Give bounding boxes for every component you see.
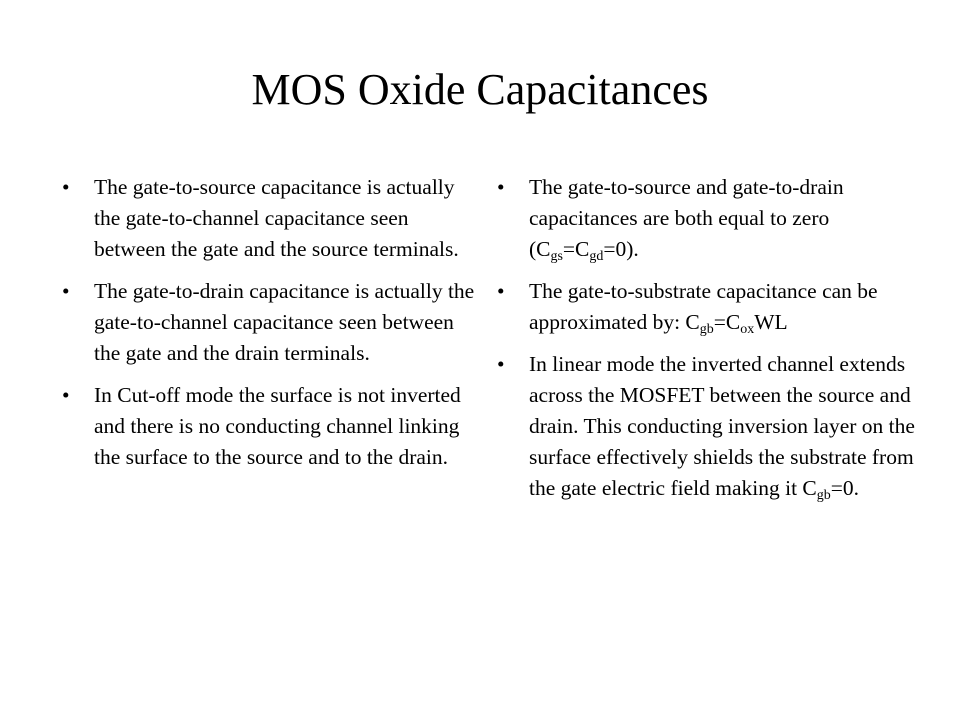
text-segment: =C: [562, 237, 590, 261]
bullet-icon: •: [62, 175, 70, 199]
bullet-text: In Cut-off mode the surface is not inverted and there is no conducting channel linking the surface to the source and to the drain.: [94, 383, 461, 469]
bullet-item-linear-mode: [497, 349, 917, 504]
text-segment: The gate-to-source and gate-to-drain capacitances are both equal to zero (C: [529, 175, 844, 261]
slide-title: MOS Oxide Capacitances: [251, 65, 709, 114]
text-segment: =0).: [603, 237, 639, 261]
bullet-icon: •: [497, 279, 505, 303]
text-segment: =0.: [830, 476, 859, 500]
text-segment: WL: [754, 310, 788, 334]
subscript: gd: [589, 249, 604, 265]
subscript: ox: [740, 322, 755, 338]
subscript: gb: [816, 488, 831, 504]
text-segment: The gate-to-substrate capacitance can be approximated by: C: [529, 279, 878, 334]
bullet-item-gate-to-substrate: [497, 276, 917, 338]
bullet-icon: •: [62, 279, 70, 303]
bullet-icon: •: [62, 383, 70, 407]
bullet-text: The gate-to-drain capacitance is actually the gate-to-channel capacitance seen between the gate and the drain terminals.: [94, 279, 475, 365]
left-bullet-list: [62, 172, 482, 484]
bullet-text: [529, 352, 915, 504]
bullet-icon: •: [497, 352, 505, 376]
bullet-text: [529, 175, 844, 265]
right-bullet-list: [497, 172, 917, 515]
subscript: gb: [699, 322, 714, 338]
bullet-icon: •: [497, 175, 505, 199]
bullet-item-cutoff-mode: [62, 380, 482, 473]
bullet-item-cgs-cgd-zero: [497, 172, 917, 265]
text-segment: =C: [713, 310, 741, 334]
bullet-item-gate-to-source: [62, 172, 482, 265]
bullet-item-gate-to-drain: [62, 276, 482, 369]
subscript: gs: [550, 249, 563, 265]
bullet-text: The gate-to-source capacitance is actually the gate-to-channel capacitance seen between the gate and the source terminals.: [94, 175, 459, 261]
text-segment: In linear mode the inverted channel extends across the MOSFET between the source and drain. This conducting inversion layer on the surface effectively shields the substrate from the gate electric field making it C: [529, 352, 915, 500]
bullet-text: [529, 279, 878, 338]
